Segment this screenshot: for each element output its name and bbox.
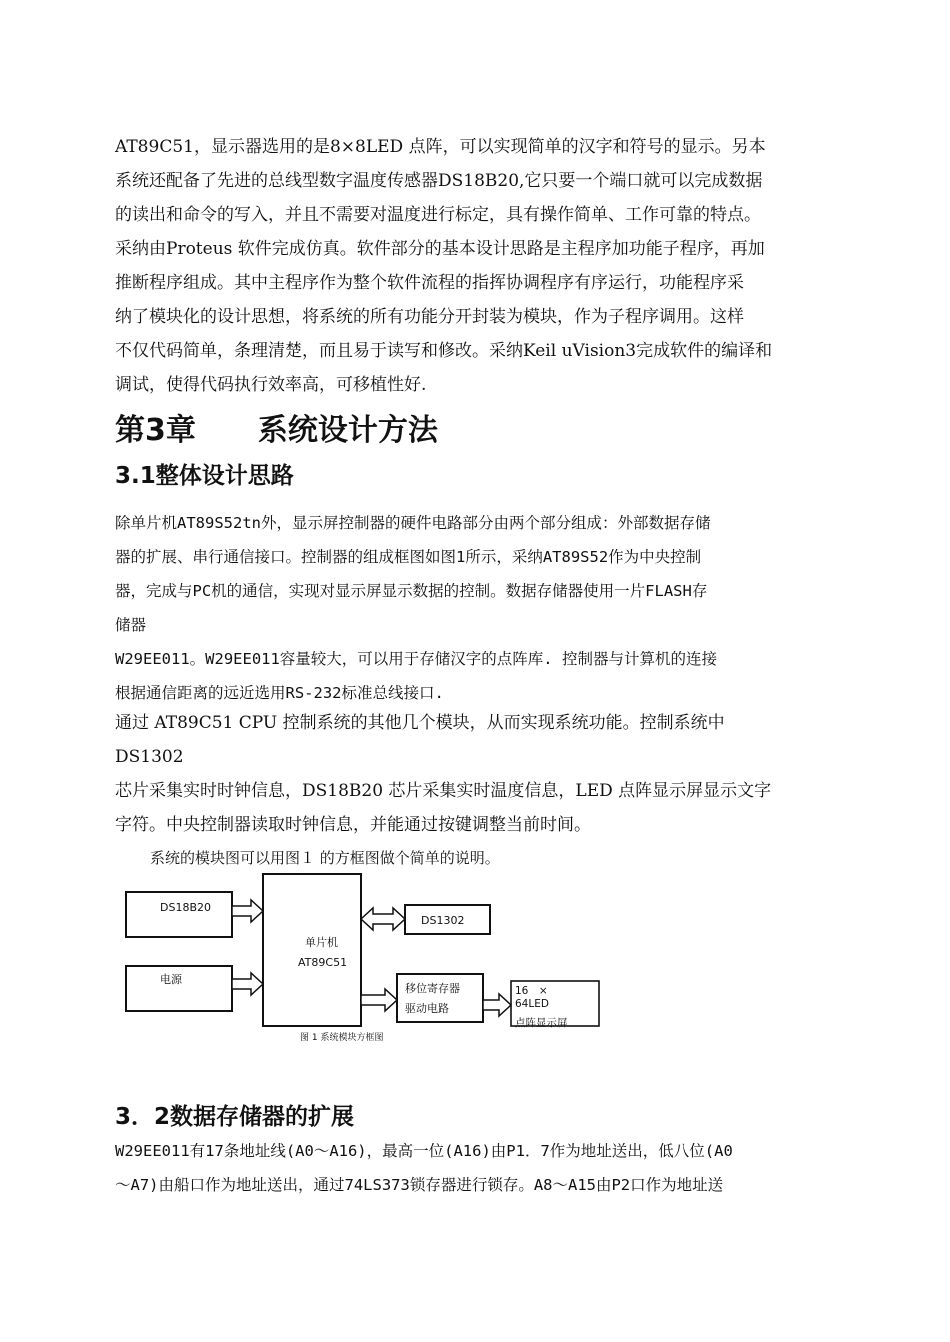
mcu-label-line1: 单片机 xyxy=(305,936,338,949)
text-line: 系统还配备了先进的总线型数字温度传感器DS18B20,它只要一个端口就可以完成数据 xyxy=(115,171,763,191)
arrow-shift-to-led xyxy=(483,994,511,1016)
text-line: 器，完成与PC机的通信，实现对显示屏显示数据的控制。数据存储器使用一片FLASH存 xyxy=(115,582,708,600)
shift-register-label-line1: 移位寄存器 xyxy=(405,982,460,995)
ds18b20-block xyxy=(126,892,232,937)
text-line: 通过 AT89C51 CPU 控制系统的其他几个模块，从而实现系统功能。控制系统中 xyxy=(115,713,725,733)
figure-intro: 系统的模块图可以用图１ 的方框图做个简单的说明。 xyxy=(150,849,500,867)
section-1-paragraph-b xyxy=(115,706,840,842)
text-line: ～A7)由船口作为地址送出，通过74LS373锁存器进行锁存。A8～A15由P2口作为地址送 xyxy=(115,1176,724,1194)
power-label: 电源 xyxy=(160,973,182,986)
text-line: 除单片机AT89S52tn外，显示屏控制器的硬件电路部分由两个部分组成：外部数据存储 xyxy=(115,514,711,532)
text-line: W29EE011有17条地址线(A0～A16)，最高一位(A16)由P1．7作为地址送出，低八位(A0 xyxy=(115,1142,733,1160)
text-line: 推断程序组成。其中主程序作为整个软件流程的指挥协调程序有序运行，功能程序采 xyxy=(115,273,744,293)
text-line: 采纳由Proteus 软件完成仿真。软件部分的基本设计思路是主程序加功能子程序，再加 xyxy=(115,239,765,259)
text-line: 不仅代码简单，条理清楚，而且易于读写和修改。采纳Keil uVision3完成软件的编译和 xyxy=(115,341,773,361)
text-line: DS1302 xyxy=(115,747,184,767)
system-block-diagram xyxy=(115,842,615,1052)
ds1302-label: DS1302 xyxy=(421,914,465,927)
text-line: 纳了模块化的设计思想，将系统的所有功能分开封装为模块，作为子程序调用。这样 xyxy=(115,307,744,327)
chapter-heading xyxy=(115,408,438,454)
led-matrix-label-line1: 16 × xyxy=(515,985,548,997)
shift-register-label-line2: 驱动电路 xyxy=(405,1002,449,1015)
arrow-ds18b20-to-mcu xyxy=(232,900,263,922)
figure-caption: 图 1 系统模块方框图 xyxy=(300,1033,384,1043)
section-heading-3-2: 3．2数据存储器的扩展 xyxy=(115,1104,355,1130)
text-line: 芯片采集实时时钟信息，DS18B20 芯片采集实时温度信息，LED 点阵显示屏显示文字 xyxy=(115,781,772,801)
text-line: 调试，使得代码执行效率高，可移植性好. xyxy=(115,375,427,395)
text-line: 储器 xyxy=(115,616,147,634)
led-matrix-label-line2: 64LED xyxy=(515,998,549,1010)
text-line: 字符。中央控制器读取时钟信息，并能通过按键调整当前时间。 xyxy=(115,815,591,835)
arrow-power-to-mcu xyxy=(232,973,263,995)
mcu-label-line2: AT89C51 xyxy=(298,956,348,969)
text-line: 根据通信距离的远近选用RS-232标准总线接口. xyxy=(115,684,444,702)
text-line: W29EE011。W29EE011容量较大，可以用于存储汉字的点阵库. 控制器与计算机的连接 xyxy=(115,650,717,668)
chapter-number: 第3章 xyxy=(115,413,196,448)
text-line: 的读出和命令的写入，并且不需要对温度进行标定，具有操作简单、工作可靠的特点。 xyxy=(115,205,761,225)
led-matrix-label-line3: 点阵显示屏 xyxy=(515,1017,568,1029)
section-1-paragraph-a xyxy=(115,506,840,710)
text-line: 器的扩展、串行通信接口。控制器的组成框图如图1所示，采纳AT89S52作为中央控制 xyxy=(115,548,702,566)
arrow-mcu-to-shift xyxy=(361,989,397,1011)
chapter-title: 系统设计方法 xyxy=(257,413,438,448)
ds18b20-label: DS18B20 xyxy=(160,901,211,914)
intro-paragraph xyxy=(115,130,840,402)
text-line: AT89C51，显示器选用的是8×8LED 点阵，可以实现简单的汉字和符号的显示。另本 xyxy=(115,137,766,157)
arrow-mcu-ds1302 xyxy=(361,908,405,930)
mcu-block xyxy=(263,874,361,1026)
section-heading-3-1: 3.1整体设计思路 xyxy=(115,463,294,489)
section-2-paragraph xyxy=(115,1134,840,1202)
